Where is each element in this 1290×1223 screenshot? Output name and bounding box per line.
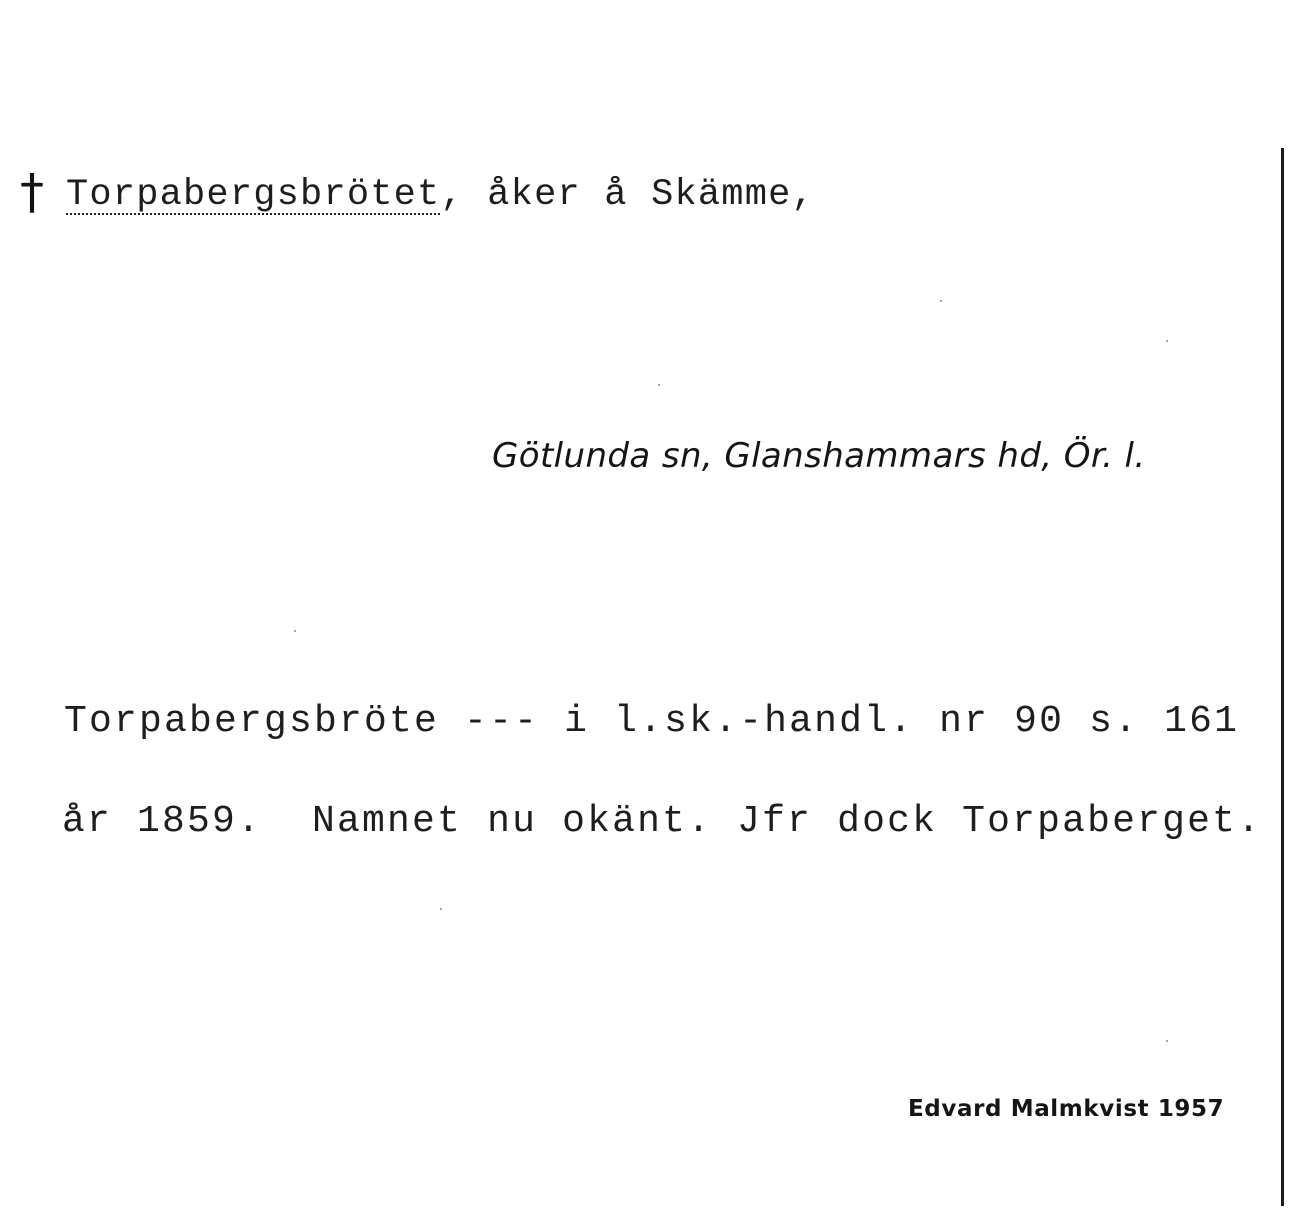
dagger-icon: † bbox=[20, 164, 44, 220]
signature: Edvard Malmkvist 1957 bbox=[908, 1096, 1225, 1122]
scan-speck bbox=[658, 384, 660, 386]
source-reference: Torpabergsbröte --- i l.sk.-handl. nr 90 s. 161 bbox=[64, 700, 1240, 743]
headline bbox=[66, 174, 815, 216]
scan-speck bbox=[294, 630, 296, 632]
scan-speck bbox=[440, 908, 442, 910]
scan-speck bbox=[1166, 340, 1168, 342]
card-edge bbox=[1281, 148, 1284, 1206]
headword: Torpabergsbrötet bbox=[66, 174, 441, 216]
parish-location: Götlunda sn, Glanshammars hd, Ör. l. bbox=[492, 436, 1146, 476]
headline-description: , åker å Skämme, bbox=[440, 174, 815, 216]
scan-speck bbox=[1166, 1040, 1168, 1042]
scan-speck bbox=[940, 300, 942, 302]
source-note: år 1859. Namnet nu okänt. Jfr dock Torpaberget. bbox=[62, 800, 1263, 843]
